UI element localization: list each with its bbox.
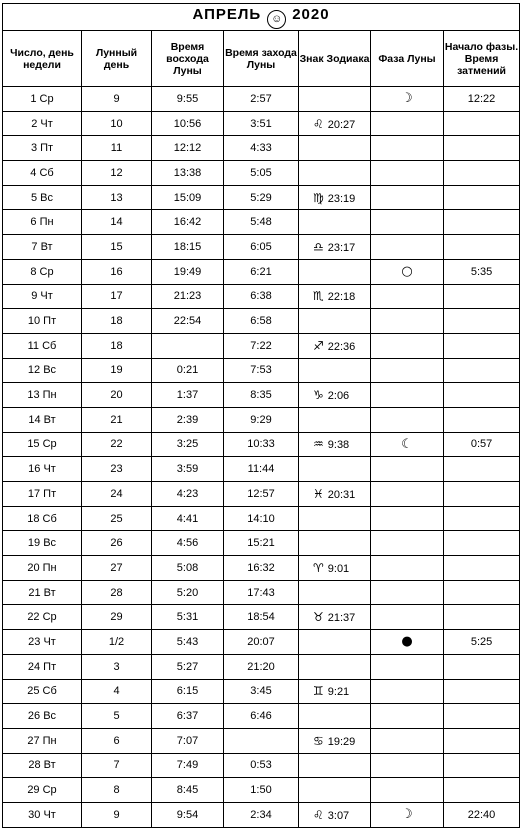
cell-phase [371,704,444,729]
cell-zodiac [299,778,371,803]
cell-moonset: 2:34 [224,802,299,827]
cell-phase [371,506,444,531]
table-row [3,284,520,309]
cell-moonset: 7:53 [224,358,299,383]
table-row [3,210,520,235]
cell-lunar-day: 23 [82,457,152,482]
cell-zodiac [299,432,371,457]
cell-date: 10 Пт [3,309,82,334]
cell-phase-time [444,235,520,260]
cell-moonrise: 16:42 [152,210,224,235]
cell-moonrise: 4:23 [152,482,224,507]
cell-phase-time [444,556,520,581]
cell-moonrise: 12:12 [152,136,224,161]
cell-moonrise: 15:09 [152,185,224,210]
cell-phase-time [444,605,520,630]
cell-moonset: 17:43 [224,580,299,605]
zodiac-sign-icon: ♓ [313,486,324,501]
cell-phase-time [444,728,520,753]
cell-lunar-day: 20 [82,383,152,408]
cell-phase [371,778,444,803]
cell-lunar-day: 18 [82,309,152,334]
cell-phase-time [444,136,520,161]
zodiac-sign-icon: ♍ [313,190,324,205]
cell-moonrise: 18:15 [152,235,224,260]
header-moonset: Время захода Луны [224,31,299,87]
cell-moonrise: 5:31 [152,605,224,630]
cell-moonrise: 13:38 [152,161,224,186]
table-row [3,358,520,383]
cell-moonrise: 4:56 [152,531,224,556]
cell-moonset: 6:05 [224,235,299,260]
cell-zodiac [299,309,371,334]
cell-phase [371,136,444,161]
cell-phase [371,333,444,358]
zodiac-sign-icon: ♏ [313,289,324,304]
cell-lunar-day: 29 [82,605,152,630]
cell-phase [371,580,444,605]
cell-zodiac [299,284,371,309]
cell-zodiac [299,482,371,507]
cell-phase-time [444,531,520,556]
cell-lunar-day: 3 [82,654,152,679]
title-month: АПРЕЛЬ [192,5,262,23]
zodiac-sign-icon: ♉ [313,610,324,625]
cell-zodiac [299,728,371,753]
cell-lunar-day: 21 [82,407,152,432]
cell-lunar-day: 22 [82,432,152,457]
cell-date: 20 Пн [3,556,82,581]
zodiac-sign-icon: ♑ [313,388,324,403]
cell-zodiac [299,333,371,358]
title-row [3,4,520,31]
cell-phase [371,235,444,260]
cell-date: 29 Ср [3,778,82,803]
cell-lunar-day: 6 [82,728,152,753]
cell-lunar-day: 9 [82,87,152,112]
cell-date: 1 Ср [3,87,82,112]
cell-zodiac [299,259,371,284]
cell-date: 23 Чт [3,630,82,655]
zodiac-time: 9:01 [327,562,350,575]
moon-phase-icon: ☽ [401,807,413,823]
table-row [3,679,520,704]
cell-moonset: 5:29 [224,185,299,210]
zodiac-sign-icon: ♋ [313,733,324,748]
cell-moonset: 16:32 [224,556,299,581]
cell-moonset: 9:29 [224,407,299,432]
cell-moonset: 2:57 [224,87,299,112]
zodiac-time: 23:17 [327,241,356,254]
cell-zodiac [299,383,371,408]
cell-lunar-day: 19 [82,358,152,383]
cell-phase-time [444,704,520,729]
cell-date: 24 Пт [3,654,82,679]
table-row [3,630,520,655]
moon-phase-icon: ☾ [401,436,413,452]
cell-zodiac [299,210,371,235]
cell-moonset: 5:48 [224,210,299,235]
cell-phase [371,630,444,655]
cell-zodiac [299,87,371,112]
table-row [3,432,520,457]
cell-phase [371,432,444,457]
cell-moonset: 0:53 [224,753,299,778]
title-year: 2020 [292,5,330,23]
table-row [3,728,520,753]
cell-phase-time [444,111,520,136]
cell-date: 21 Вт [3,580,82,605]
cell-moonrise: 3:25 [152,432,224,457]
cell-zodiac [299,111,371,136]
cell-date: 8 Ср [3,259,82,284]
cell-zodiac [299,580,371,605]
cell-date: 26 Вс [3,704,82,729]
table-row [3,407,520,432]
cell-date: 22 Ср [3,605,82,630]
table-row [3,778,520,803]
cell-moonset: 6:38 [224,284,299,309]
cell-phase [371,802,444,827]
cell-lunar-day: 24 [82,482,152,507]
table-row [3,136,520,161]
zodiac-sign-icon: ♎ [313,239,324,254]
cell-moonrise: 5:43 [152,630,224,655]
cell-lunar-day: 27 [82,556,152,581]
cell-moonset: 3:51 [224,111,299,136]
cell-moonset: 20:07 [224,630,299,655]
cell-phase-time [444,482,520,507]
lunar-calendar [2,3,519,828]
cell-moonrise: 6:37 [152,704,224,729]
cell-zodiac [299,753,371,778]
header-phase: Фаза Луны [371,31,444,87]
cell-moonrise: 3:59 [152,457,224,482]
cell-lunar-day: 26 [82,531,152,556]
header-date: Число, день недели [3,31,82,87]
cell-phase [371,753,444,778]
table-row [3,333,520,358]
table-row [3,383,520,408]
cell-date: 14 Вт [3,407,82,432]
cell-moonset: 4:33 [224,136,299,161]
table-row [3,111,520,136]
cell-date: 12 Вс [3,358,82,383]
table-row [3,753,520,778]
cell-phase [371,309,444,334]
cell-lunar-day: 25 [82,506,152,531]
cell-moonset: 6:46 [224,704,299,729]
cell-moonrise: 7:07 [152,728,224,753]
cell-phase-time [444,358,520,383]
table-row [3,259,520,284]
cell-moonrise [152,333,224,358]
cell-zodiac [299,235,371,260]
cell-zodiac [299,556,371,581]
cell-moonset: 15:21 [224,531,299,556]
cell-zodiac [299,457,371,482]
cell-phase [371,556,444,581]
cell-phase-time: 12:22 [444,87,520,112]
cell-lunar-day: 17 [82,284,152,309]
cell-lunar-day: 13 [82,185,152,210]
cell-moonset: 21:20 [224,654,299,679]
cell-phase-time [444,309,520,334]
zodiac-sign-icon: ♊ [313,684,324,699]
table-row [3,482,520,507]
cell-lunar-day: 15 [82,235,152,260]
table-row [3,531,520,556]
cell-zodiac [299,136,371,161]
cell-phase [371,654,444,679]
zodiac-sign-icon: ♌ [313,116,324,131]
cell-zodiac [299,704,371,729]
cell-phase-time [444,333,520,358]
zodiac-time: 22:36 [327,340,356,353]
cell-moonrise: 0:21 [152,358,224,383]
cell-moonrise: 5:20 [152,580,224,605]
cell-phase [371,284,444,309]
cell-phase [371,358,444,383]
cell-zodiac [299,407,371,432]
cell-moonrise: 5:27 [152,654,224,679]
cell-phase [371,210,444,235]
cell-lunar-day: 14 [82,210,152,235]
table-row [3,161,520,186]
cell-date: 6 Пн [3,210,82,235]
cell-lunar-day: 12 [82,161,152,186]
cell-phase-time [444,161,520,186]
table-row [3,506,520,531]
cell-phase-time: 5:35 [444,259,520,284]
zodiac-time: 2:06 [327,390,350,403]
cell-lunar-day: 7 [82,753,152,778]
cell-phase [371,407,444,432]
cell-date: 18 Сб [3,506,82,531]
cell-moonrise: 9:55 [152,87,224,112]
cell-phase-time: 0:57 [444,432,520,457]
cell-phase-time [444,506,520,531]
cell-lunar-day: 1/2 [82,630,152,655]
table-row [3,185,520,210]
cell-phase-time [444,284,520,309]
cell-moonrise: 7:49 [152,753,224,778]
cell-lunar-day: 11 [82,136,152,161]
cell-phase-time [444,679,520,704]
cell-phase [371,87,444,112]
cell-moonset: 10:33 [224,432,299,457]
cell-zodiac [299,161,371,186]
cell-date: 19 Вс [3,531,82,556]
zodiac-time: 21:37 [327,612,356,625]
table-row [3,580,520,605]
zodiac-time: 3:07 [327,809,350,822]
table-row [3,235,520,260]
cell-moonrise: 8:45 [152,778,224,803]
cell-phase [371,259,444,284]
cell-moonrise: 6:15 [152,679,224,704]
zodiac-time: 20:31 [327,488,356,501]
table-row [3,556,520,581]
cell-moonset: 8:35 [224,383,299,408]
cell-phase [371,457,444,482]
cell-date: 2 Чт [3,111,82,136]
cell-phase [371,605,444,630]
cell-moonrise: 2:39 [152,407,224,432]
zodiac-sign-icon: ♒ [313,437,324,452]
cell-zodiac [299,506,371,531]
table-body [3,87,520,828]
cell-phase [371,679,444,704]
cell-zodiac [299,605,371,630]
cell-zodiac [299,679,371,704]
cell-lunar-day: 5 [82,704,152,729]
moon-face-icon: ☺ [267,10,286,29]
cell-lunar-day: 9 [82,802,152,827]
table-row [3,654,520,679]
header-row [3,31,520,87]
cell-moonset: 3:45 [224,679,299,704]
cell-moonset: 14:10 [224,506,299,531]
cell-date: 3 Пт [3,136,82,161]
cell-phase [371,185,444,210]
cell-date: 27 Пн [3,728,82,753]
zodiac-time: 20:27 [327,118,356,131]
cell-zodiac [299,630,371,655]
cell-phase-time [444,753,520,778]
cell-phase [371,531,444,556]
cell-lunar-day: 16 [82,259,152,284]
cell-date: 13 Пн [3,383,82,408]
cell-phase [371,383,444,408]
header-moonrise: Время восхода Луны [152,31,224,87]
cell-phase [371,161,444,186]
cell-lunar-day: 4 [82,679,152,704]
cell-moonset: 18:54 [224,605,299,630]
cell-phase-time [444,654,520,679]
cell-phase-time [444,580,520,605]
moon-phase-icon: ☽ [401,91,413,107]
cell-moonrise: 19:49 [152,259,224,284]
cell-moonset: 5:05 [224,161,299,186]
zodiac-time: 9:21 [327,686,350,699]
cell-moonrise: 4:41 [152,506,224,531]
cell-phase-time [444,457,520,482]
cell-phase-time [444,210,520,235]
cell-lunar-day: 28 [82,580,152,605]
cell-phase [371,111,444,136]
zodiac-time: 19:29 [327,735,356,748]
cell-moonrise: 9:54 [152,802,224,827]
header-lunar-day: Лунный день [82,31,152,87]
cell-phase-time [444,185,520,210]
cell-moonrise: 22:54 [152,309,224,334]
cell-date: 11 Сб [3,333,82,358]
cell-moonset: 6:21 [224,259,299,284]
cell-date: 5 Вс [3,185,82,210]
zodiac-sign-icon: ♐ [313,338,324,353]
cell-moonset: 7:22 [224,333,299,358]
cell-date: 15 Ср [3,432,82,457]
cell-moonset: 6:58 [224,309,299,334]
cell-moonset [224,728,299,753]
cell-date: 28 Вт [3,753,82,778]
cell-date: 16 Чт [3,457,82,482]
cell-zodiac [299,654,371,679]
table-row [3,457,520,482]
moon-phase-icon: ○ [401,264,413,280]
cell-date: 4 Сб [3,161,82,186]
cell-phase [371,482,444,507]
zodiac-time: 9:38 [327,439,350,452]
moon-phase-icon: ● [401,634,413,650]
cell-moonset: 1:50 [224,778,299,803]
cell-date: 7 Вт [3,235,82,260]
cell-moonset: 12:57 [224,482,299,507]
table-row [3,704,520,729]
table-row [3,87,520,112]
cell-moonrise: 21:23 [152,284,224,309]
table-row [3,802,520,827]
cell-phase-time: 5:25 [444,630,520,655]
zodiac-sign-icon: ♌ [313,807,324,822]
cell-zodiac [299,358,371,383]
cell-date: 25 Сб [3,679,82,704]
cell-date: 17 Пт [3,482,82,507]
cell-moonrise: 10:56 [152,111,224,136]
zodiac-time: 22:18 [327,291,356,304]
zodiac-sign-icon: ♈ [313,560,324,575]
cell-zodiac [299,802,371,827]
header-zodiac: Знак Зодиака [299,31,371,87]
cell-lunar-day: 8 [82,778,152,803]
cell-moonrise: 1:37 [152,383,224,408]
zodiac-time: 23:19 [327,192,356,205]
table-row [3,309,520,334]
cell-phase-time [444,407,520,432]
cell-moonrise: 5:08 [152,556,224,581]
page-title [3,4,520,31]
cell-lunar-day: 10 [82,111,152,136]
cell-date: 30 Чт [3,802,82,827]
header-phase-time: Начало фазы. Время затмений [444,31,520,87]
cell-phase-time [444,778,520,803]
cell-date: 9 Чт [3,284,82,309]
cell-zodiac [299,185,371,210]
cell-zodiac [299,531,371,556]
lunar-table [2,3,520,828]
cell-phase-time [444,383,520,408]
cell-moonset: 11:44 [224,457,299,482]
cell-phase-time: 22:40 [444,802,520,827]
cell-lunar-day: 18 [82,333,152,358]
table-row [3,605,520,630]
cell-phase [371,728,444,753]
